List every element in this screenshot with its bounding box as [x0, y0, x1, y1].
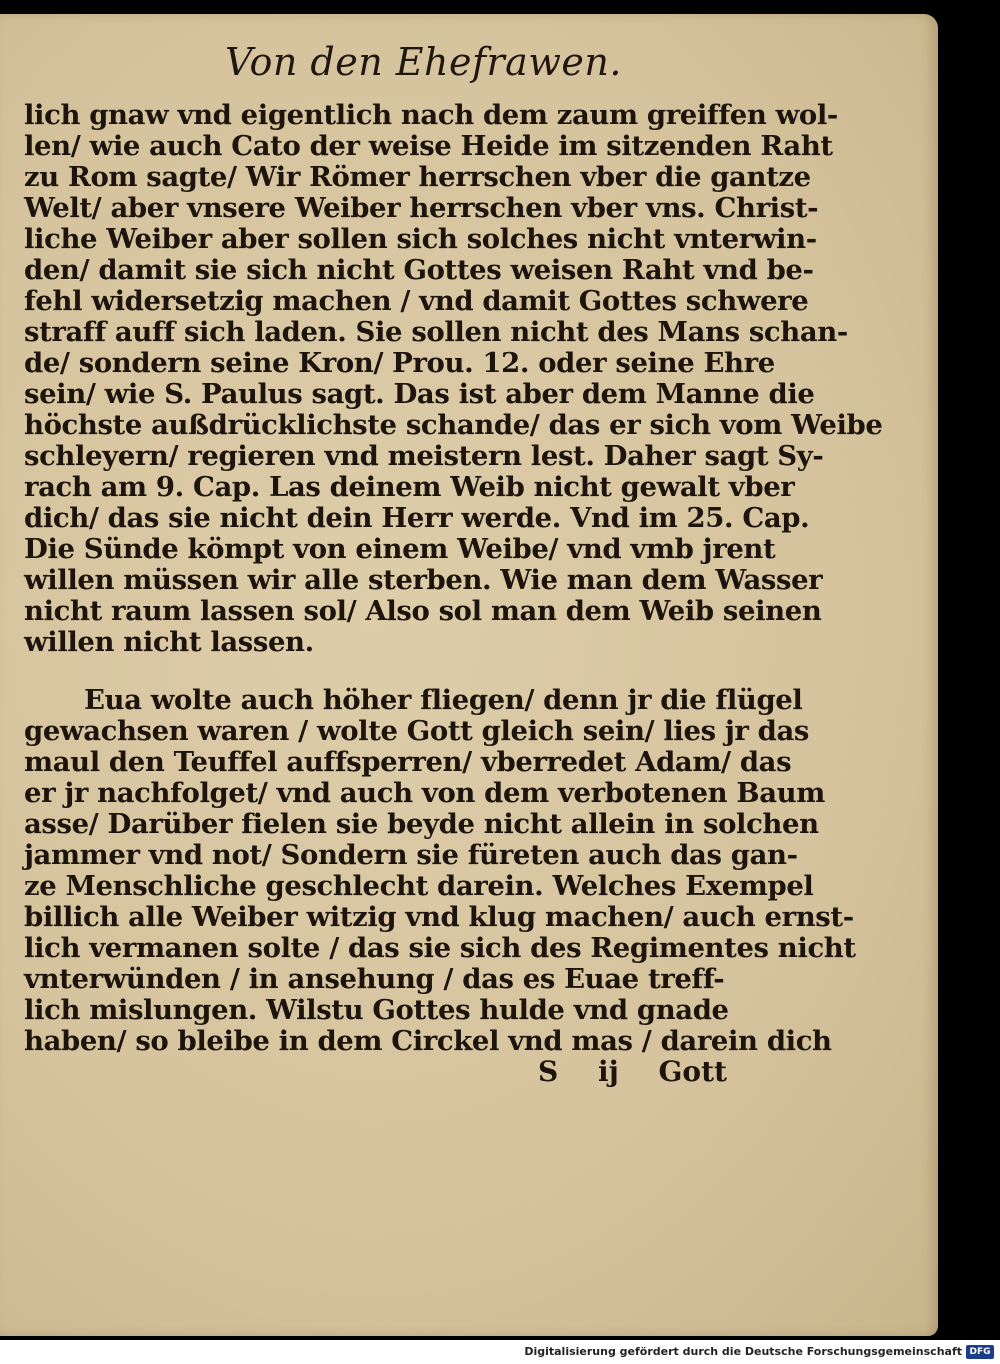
digitization-footer: Digitalisierung gefördert durch die Deutsche Forschungsgemeinschaft — [0, 1340, 1000, 1364]
text-line: straff auff sich laden. Sie sollen nicht des Mans schan- — [24, 316, 848, 348]
text-line: lich mislungen. Wilstu Gottes hulde vnd gnade — [24, 994, 729, 1026]
text-line: den/ damit sie sich nicht Gottes weisen Raht vnd be- — [24, 254, 814, 286]
signature-catchword: S ij Gott — [538, 1055, 727, 1088]
text-line: lich gnaw vnd eigentlich nach dem zaum greiffen wol- — [24, 99, 838, 131]
text-line: er jr nachfolget/ vnd auch von dem verbotenen Baum — [24, 777, 825, 809]
text-line: billich alle Weiber witzig vnd klug machen/ auch ernst- — [24, 901, 854, 933]
text-line: höchste außdrücklichste schande/ das er sich vom Weibe — [24, 409, 883, 441]
text-line: Die Sünde kömpt von einem Weibe/ vnd vmb jrent — [24, 533, 776, 565]
text-line: willen nicht lassen. — [24, 626, 314, 658]
text-line: liche Weiber aber sollen sich solches nicht vnterwin- — [24, 223, 817, 255]
text-line: Eua wolte auch höher fliegen/ denn jr die flügel — [84, 684, 803, 716]
text-line: Welt/ aber vnsere Weiber herrschen vber vns. Christ- — [24, 192, 819, 224]
paragraph-1 — [24, 99, 883, 658]
text-line: schleyern/ regieren vnd meistern lest. Daher sagt Sy- — [24, 440, 824, 472]
dfg-logo: DFG — [966, 1345, 994, 1359]
text-line: dich/ das sie nicht dein Herr werde. Vnd im 25. Cap. — [24, 502, 810, 534]
text-line: sein/ wie S. Paulus sagt. Das ist aber dem Manne die — [24, 378, 815, 410]
text-line: ze Menschliche geschlecht darein. Welches Exempel — [24, 870, 814, 902]
text-line: lich vermanen solte / das sie sich des Regimentes nicht — [24, 932, 856, 964]
text-line: zu Rom sagte/ Wir Römer herrschen vber die gantze — [24, 161, 811, 193]
text-line: gewachsen waren / wolte Gott gleich sein/ lies jr das — [24, 715, 809, 747]
text-line: fehl widersetzig machen / vnd damit Gottes schwere — [24, 285, 809, 317]
text-line: jammer vnd not/ Sondern sie füreten auch das gan- — [24, 839, 798, 871]
text-line: vnterwünden / in ansehung / das es Euae treff- — [24, 963, 725, 995]
paragraph-2 — [24, 684, 856, 1057]
text-line: willen müssen wir alle sterben. Wie man dem Wasser — [24, 564, 823, 596]
text-line: len/ wie auch Cato der weise Heide im sitzenden Raht — [24, 130, 833, 162]
text-line: asse/ Darüber fielen sie beyde nicht allein in solchen — [24, 808, 819, 840]
text-line: nicht raum lassen sol/ Also sol man dem Weib seinen — [24, 595, 822, 627]
text-line: haben/ so bleibe in dem Circkel vnd mas / darein dich — [24, 1025, 832, 1057]
text-line: de/ sondern seine Kron/ Prou. 12. oder seine Ehre — [24, 347, 775, 379]
running-header: Von den Ehefrawen. — [225, 40, 622, 84]
text-line: rach am 9. Cap. Las deinem Weib nicht gewalt vber — [24, 471, 795, 503]
text-line: maul den Teuffel auffsperren/ vberredet Adam/ das — [24, 746, 792, 778]
